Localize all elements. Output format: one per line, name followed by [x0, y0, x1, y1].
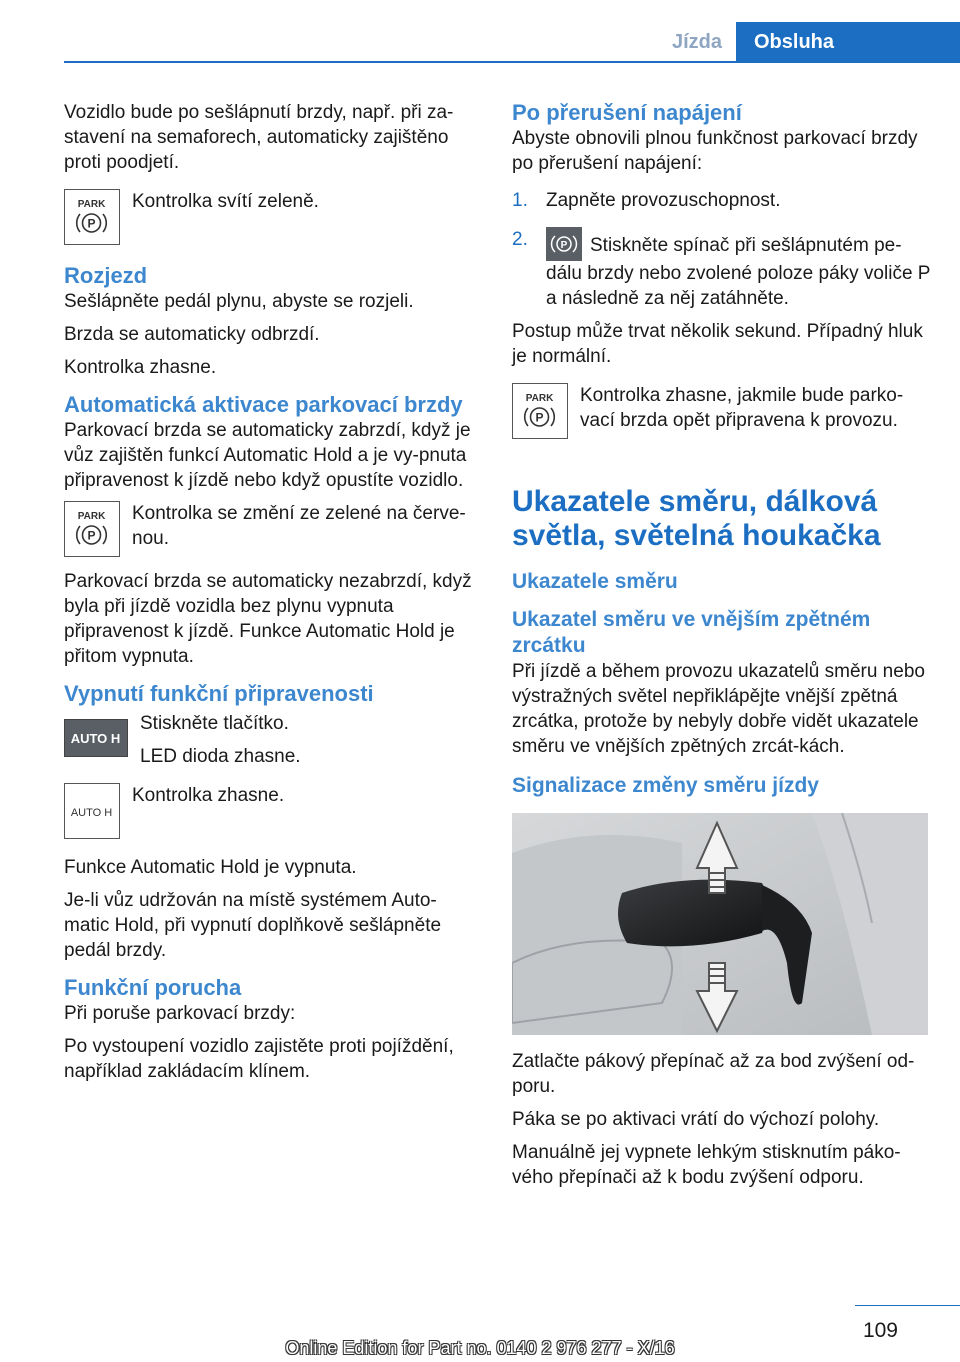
autoh-icon-label: AUTO H: [70, 731, 121, 746]
park-indicator-text-1: Kontrolka svítí zeleně.: [132, 191, 319, 212]
vypnuti-paragraph-1: Stiskněte tlačítko.: [140, 713, 289, 734]
vypnuti-paragraph-2: LED dioda zhasne.: [140, 746, 301, 767]
park-icon-label: PARK: [77, 199, 106, 210]
heading-porucha: Funkční porucha: [64, 975, 242, 1000]
svg-text:P: P: [87, 528, 96, 543]
footer-rule: [855, 1305, 960, 1306]
heading-signalizace: Signalizace změny směru jízdy: [512, 774, 819, 797]
list-item: [512, 227, 932, 311]
autoh-button-text: [128, 711, 478, 769]
list-item: [512, 188, 932, 213]
park-brake-icon: [512, 383, 568, 439]
right-column: [512, 100, 932, 1198]
heading-main: Ukazatele směru, dálková světla, světelná houkačka: [512, 485, 881, 552]
park-brake-icon: [64, 501, 120, 557]
park-icon-label: PARK: [77, 511, 106, 522]
park-indicator-row-1: [64, 189, 478, 245]
step-text: Stiskněte spínač při sešlápnutém pe-dálu brzdy nebo zvolené poloze páky voliče P a následně za něj zatáhněte.: [546, 235, 931, 309]
svg-text:P: P: [535, 410, 544, 425]
step-text: Zapněte provozuschopnost.: [546, 190, 781, 211]
page-number: 109: [862, 1319, 898, 1342]
park-indicator-text-3: Kontrolka zhasne, jakmile bude parko-vací brzda opět připravena k provozu.: [580, 385, 904, 431]
autoh-indicator-row: [64, 783, 478, 839]
porucha-paragraph-1: Při poruše parkovací brzdy:: [64, 1003, 296, 1024]
rozjezd-paragraph-2: Brzda se automaticky odbrzdí.: [64, 324, 320, 345]
porucha-paragraph-2: Po vystoupení vozidlo zajistěte proti pojíždění, například zakládacím klínem.: [64, 1036, 454, 1082]
preruseni-paragraph-2: Postup může trvat několik sekund. Případný hluk je normální.: [512, 321, 923, 367]
parking-brake-switch-icon: [546, 227, 582, 261]
heading-auto-activation: Automatická aktivace parkovací brzdy: [64, 392, 463, 417]
section-label: Obsluha: [754, 31, 835, 53]
chapter-label: Jízda: [671, 31, 722, 53]
heading-preruseni: Po přerušení napájení: [512, 100, 742, 125]
heading-ukazatele: Ukazatele směru: [512, 570, 678, 593]
auto-paragraph-1: Parkovací brzda se automaticky zabrzdí, když je vůz zajištěn funkcí Automatic Hold a je vy-pnuta připravenost k jízdě nebo když opustíte vozidlo.: [64, 420, 471, 491]
left-column: [64, 100, 478, 1092]
auto-hold-button-icon: [64, 719, 128, 757]
heading-rozjezd: Rozjezd: [64, 263, 148, 288]
edition-footer: Online Edition for Part no. 0140 2 976 277 - X/16: [285, 1338, 675, 1358]
park-indicator-row-2: [64, 501, 478, 557]
auto-hold-indicator-icon: [64, 783, 120, 839]
turn-signal-lever-illustration: [512, 813, 928, 1035]
heading-vypnuti: Vypnutí funkční připravenosti: [64, 681, 374, 706]
vypnuti-paragraph-3: Funkce Automatic Hold je vypnuta.: [64, 857, 357, 878]
park-indicator-row-3: [512, 383, 932, 439]
park-brake-icon: [64, 189, 120, 245]
autoh-button-row: [64, 711, 478, 769]
park-icon-label: PARK: [525, 393, 554, 404]
park-indicator-text-2: Kontrolka se změní ze zelené na červe-nou.: [132, 503, 466, 549]
intro-paragraph: Vozidlo bude po sešlápnutí brzdy, např. při za-stavení na semaforech, automaticky zajištěno proti poodjetí.: [64, 102, 454, 173]
rozjezd-paragraph-1: Sešlápněte pedál plynu, abyste se rozjeli.: [64, 291, 414, 312]
section-tab: [736, 22, 960, 62]
step-number: 2.: [512, 229, 528, 250]
autoh-icon-label: AUTO H: [70, 807, 113, 819]
autoh-indicator-text: Kontrolka zhasne.: [132, 785, 285, 806]
zrcatko-paragraph-1: Při jízdě a během provozu ukazatelů směru nebo výstražných světel nepřiklápějte vnější zpětná zrcátka, protože by nebyly dobře vidět ukazatele směru ve vnějších zpětných zrcát-kách.: [512, 661, 925, 757]
step-number: 1.: [512, 190, 528, 211]
rozjezd-paragraph-3: Kontrolka zhasne.: [64, 357, 217, 378]
signalizace-paragraph-3: Manuálně jej vypnete lehkým stisknutím páko-vého přepínači až k bodu zvýšení odporu.: [512, 1142, 901, 1188]
signalizace-paragraph-2: Páka se po aktivaci vrátí do výchozí polohy.: [512, 1109, 880, 1130]
signalizace-paragraph-1: Zatlačte pákový přepínač až za bod zvýšení od-poru.: [512, 1051, 915, 1097]
svg-text:P: P: [87, 216, 96, 231]
heading-zrcatko: Ukazatel směru ve vnějším zpětném zrcátku: [512, 608, 871, 657]
steps-list: [512, 188, 932, 311]
vypnuti-paragraph-4: Je-li vůz udržován na místě systémem Auto-matic Hold, při vypnutí doplňkově sešlápněte pedál brzdy.: [64, 890, 442, 961]
auto-paragraph-2: Parkovací brzda se automaticky nezabrzdí, když byla při jízdě vozidla bez plynu vypnuta připravenost k jízdě. Funkce Automatic Hold je přitom vypnuta.: [64, 571, 472, 667]
svg-text:P: P: [560, 240, 568, 251]
preruseni-paragraph-1: Abyste obnovili plnou funkčnost parkovací brzdy po přerušení napájení:: [512, 128, 918, 174]
